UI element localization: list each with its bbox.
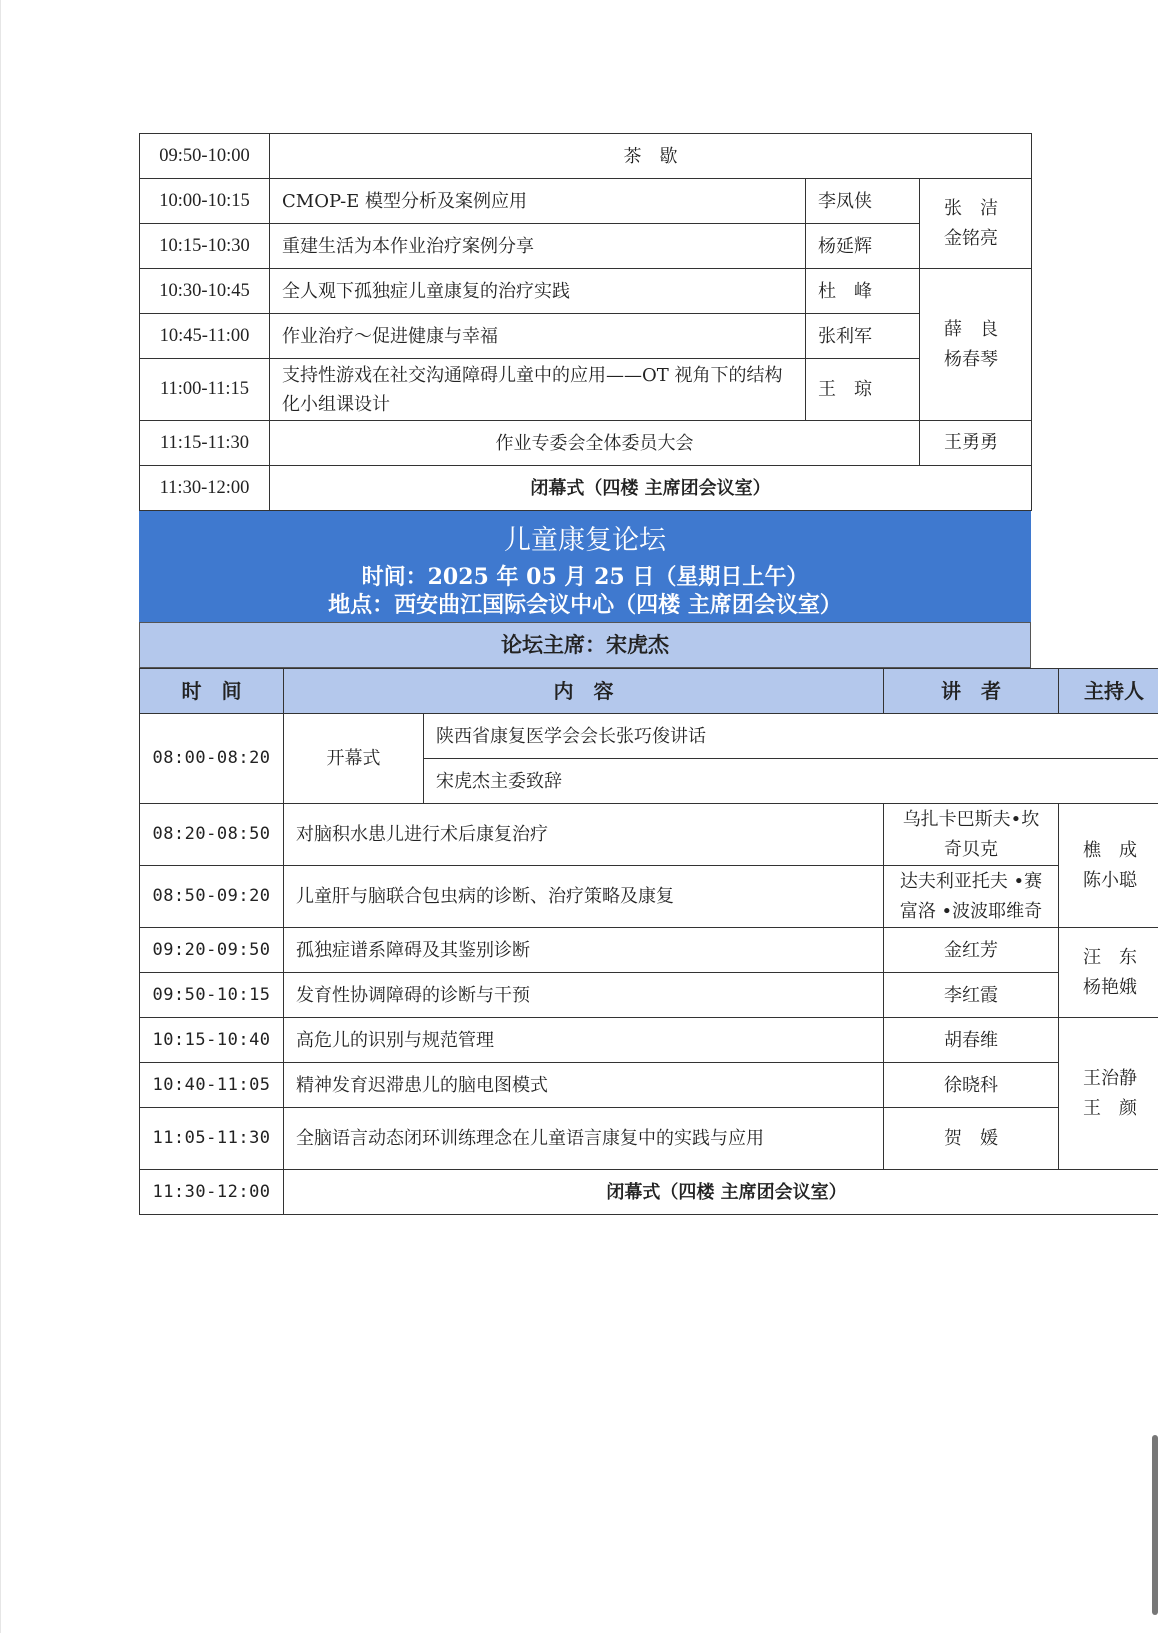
speaker-cell: 徐晓科 <box>884 1063 1059 1108</box>
host-name: 王治静 <box>1083 1067 1137 1089</box>
table-row <box>140 466 1032 511</box>
forum-schedule-table <box>139 668 1158 1215</box>
schedule-document <box>139 133 1144 1215</box>
scrollbar-thumb[interactable] <box>1152 1435 1158 1615</box>
table-row <box>140 359 1032 421</box>
time-cell: 09:50-10:15 <box>140 973 284 1018</box>
time-cell: 11:30-12:00 <box>140 466 270 511</box>
table-row <box>140 804 1158 866</box>
time-cell: 08:50-09:20 <box>140 866 284 928</box>
closing-cell: 闭幕式（四楼 主席团会议室） <box>270 466 1032 511</box>
time-cell: 11:15-11:30 <box>140 421 270 466</box>
host-name: 金铭亮 <box>944 227 998 249</box>
table-row <box>140 1170 1158 1215</box>
table-row <box>140 134 1032 179</box>
host-cell <box>1059 1018 1158 1170</box>
time-cell: 10:45-11:00 <box>140 314 270 359</box>
time-cell: 08:20-08:50 <box>140 804 284 866</box>
table-row <box>140 1063 1158 1108</box>
time-cell: 10:00-10:15 <box>140 179 270 224</box>
speaker-cell: 杜 峰 <box>806 269 920 314</box>
table-row <box>140 224 1032 269</box>
host-cell <box>1059 928 1158 1018</box>
opening-item: 宋虎杰主委致辞 <box>424 759 1158 804</box>
speaker-cell: 胡春维 <box>884 1018 1059 1063</box>
content-cell: 作业治疗～促进健康与幸福 <box>270 314 806 359</box>
host-name: 樵 成 <box>1083 839 1137 861</box>
content-cell: 作业专委会全体委员大会 <box>270 421 920 466</box>
table-row <box>140 1108 1158 1170</box>
host-cell <box>1059 804 1158 928</box>
header-speaker: 讲 者 <box>884 669 1059 714</box>
tea-break-cell: 茶 歇 <box>270 134 1032 179</box>
time-cell: 10:15-10:40 <box>140 1018 284 1063</box>
time-cell: 10:40-11:05 <box>140 1063 284 1108</box>
table-row <box>140 314 1032 359</box>
host-cell <box>920 179 1032 269</box>
table-row <box>140 928 1158 973</box>
speaker-cell <box>884 866 1059 928</box>
time-cell: 08:00-08:20 <box>140 714 284 804</box>
speaker-line: 乌扎卡巴斯夫•坎 <box>902 808 1040 830</box>
content-cell: 高危儿的识别与规范管理 <box>284 1018 884 1063</box>
opening-item: 陕西省康复医学会会长张巧俊讲话 <box>424 714 1158 759</box>
forum-banner <box>139 511 1031 622</box>
speaker-cell: 李凤侠 <box>806 179 920 224</box>
table-header-row <box>140 669 1158 714</box>
speaker-cell: 金红芳 <box>884 928 1059 973</box>
content-cell: 全脑语言动态闭环训练理念在儿童语言康复中的实践与应用 <box>284 1108 884 1170</box>
closing-cell: 闭幕式（四楼 主席团会议室） <box>284 1170 1158 1215</box>
speaker-cell: 杨延辉 <box>806 224 920 269</box>
table-row <box>140 179 1032 224</box>
header-host: 主持人 <box>1059 669 1158 714</box>
header-time: 时 间 <box>140 669 284 714</box>
content-cell: CMOP-E 模型分析及案例应用 <box>270 179 806 224</box>
time-cell: 09:50-10:00 <box>140 134 270 179</box>
content-cell: 孤独症谱系障碍及其鉴别诊断 <box>284 928 884 973</box>
speaker-cell: 张利军 <box>806 314 920 359</box>
table-row <box>140 269 1032 314</box>
speaker-cell <box>884 804 1059 866</box>
content-cell: 对脑积水患儿进行术后康复治疗 <box>284 804 884 866</box>
forum-chair: 论坛主席：宋虎杰 <box>139 622 1031 668</box>
speaker-line: 奇贝克 <box>944 838 998 860</box>
content-cell: 发育性协调障碍的诊断与干预 <box>284 973 884 1018</box>
forum-place: 地点：西安曲江国际会议中心（四楼 主席团会议室） <box>328 592 842 618</box>
host-name: 王 颜 <box>1083 1097 1137 1119</box>
table-row <box>140 714 1158 759</box>
table-row <box>140 973 1158 1018</box>
host-cell: 王勇勇 <box>920 421 1032 466</box>
host-name: 陈小聪 <box>1083 869 1137 891</box>
time-cell: 11:05-11:30 <box>140 1108 284 1170</box>
time-cell: 09:20-09:50 <box>140 928 284 973</box>
opening-label: 开幕式 <box>284 714 424 804</box>
forum-title: 儿童康复论坛 <box>504 525 666 556</box>
speaker-cell: 李红霞 <box>884 973 1059 1018</box>
table-row <box>140 1018 1158 1063</box>
table-row <box>140 421 1032 466</box>
time-cell: 11:30-12:00 <box>140 1170 284 1215</box>
content-cell: 儿童肝与脑联合包虫病的诊断、治疗策略及康复 <box>284 866 884 928</box>
host-cell <box>920 269 1032 421</box>
time-cell: 11:00-11:15 <box>140 359 270 421</box>
speaker-cell: 贺 媛 <box>884 1108 1059 1170</box>
content-cell: 全人观下孤独症儿童康复的治疗实践 <box>270 269 806 314</box>
host-name: 薛 良 <box>944 318 998 340</box>
morning-schedule-table <box>139 133 1032 511</box>
speaker-cell: 王 琼 <box>806 359 920 421</box>
host-name: 汪 东 <box>1083 946 1137 968</box>
content-cell: 精神发育迟滞患儿的脑电图模式 <box>284 1063 884 1108</box>
host-name: 杨艳娥 <box>1083 976 1137 998</box>
content-cell: 重建生活为本作业治疗案例分享 <box>270 224 806 269</box>
time-cell: 10:15-10:30 <box>140 224 270 269</box>
host-name: 张 洁 <box>944 197 998 219</box>
speaker-line: 富洛 •波波耶维奇 <box>899 900 1043 922</box>
content-cell: 支持性游戏在社交沟通障碍儿童中的应用——OT 视角下的结构化小组课设计 <box>270 359 806 421</box>
table-row <box>140 866 1158 928</box>
time-cell: 10:30-10:45 <box>140 269 270 314</box>
forum-time: 时间：2025 年 05 月 25 日（星期日上午） <box>361 564 809 590</box>
speaker-line: 达夫利亚托夫 •赛 <box>899 870 1043 892</box>
host-name: 杨春琴 <box>944 348 998 370</box>
header-content: 内 容 <box>284 669 884 714</box>
